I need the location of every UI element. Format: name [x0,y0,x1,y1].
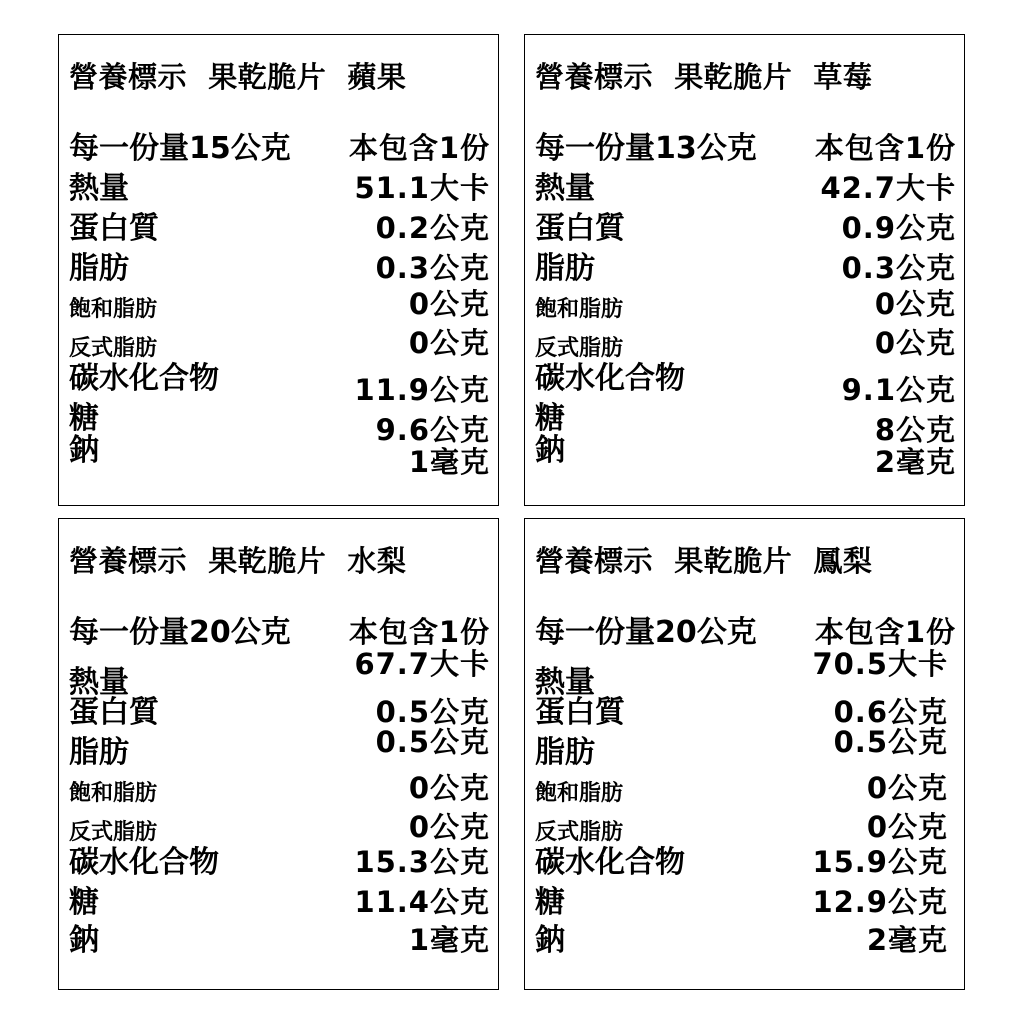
nutrient-value: 2毫克 [866,923,948,957]
nutrient-label: 碳水化合物 [535,361,685,396]
nutrient-row [535,725,948,771]
nutrient-label: 碳水化合物 [69,845,219,880]
nutrient-value: 0公克 [408,810,490,844]
nutrient-label: 蛋白質 [535,211,625,246]
nutrient-value: 1毫克 [408,445,490,479]
nutrient-label: 鈉 [535,433,565,468]
nutrient-value: 11.4公克 [354,885,490,919]
nutrient-value: 8公克 [874,413,956,447]
servings-per-pack: 本包含1份 [348,615,490,649]
nutrient-value: 9.6公克 [375,413,490,447]
servings-per-pack: 本包含1份 [348,131,490,165]
nutrient-label: 蛋白質 [69,211,159,246]
nutrient-row [535,207,956,247]
nutrient-value: 12.9公克 [812,885,948,919]
nutrient-row [535,881,948,921]
nutrient-row [535,283,956,323]
nutrient-label: 熱量 [535,665,595,700]
nutrient-row [535,841,948,881]
nutrition-label-pineapple [524,518,965,990]
serving-size: 每一份量20公克 [535,615,757,650]
nutrient-label: 脂肪 [69,735,129,770]
nutrient-label: 脂肪 [69,251,129,286]
nutrient-label: 鈉 [69,433,99,468]
serving-size: 每一份量15公克 [69,131,291,166]
nutrient-value: 0公克 [874,326,956,360]
nutrient-value: 2毫克 [874,445,956,479]
nutrient-label: 熱量 [69,171,129,206]
nutrient-row [535,357,956,407]
nutrient-row [69,725,490,771]
nutrient-value: 0.3公克 [375,251,490,285]
nutrient-row [69,841,490,881]
nutrient-label: 糖 [69,401,99,436]
nutrient-value: 67.7大卡 [354,647,490,681]
nutrient-label: 飽和脂肪 [535,781,624,806]
nutrient-label: 飽和脂肪 [535,297,624,322]
nutrient-row [535,647,948,700]
nutrient-value: 0.5公克 [375,695,490,729]
serving-size: 每一份量20公克 [69,615,291,650]
nutrient-label: 糖 [69,885,99,920]
nutrient-value: 0.5公克 [833,725,948,759]
nutrient-value: 0.6公克 [833,695,948,729]
nutrient-value: 51.1大卡 [354,171,490,205]
nutrient-row [535,429,956,479]
nutrient-row [535,247,956,287]
nutrient-value: 15.9公克 [812,845,948,879]
nutrient-label: 反式脂肪 [69,336,158,361]
nutrient-value: 9.1公克 [841,373,956,407]
nutrient-value: 0公克 [408,771,490,805]
nutrition-label-apple [58,34,499,506]
nutrient-label: 反式脂肪 [535,820,624,845]
nutrient-value: 0公克 [408,326,490,360]
nutrient-row [69,357,490,407]
nutrient-label: 脂肪 [535,251,595,286]
nutrient-label: 熱量 [69,665,129,700]
nutrient-row [69,919,490,959]
label-title: 營養標示 果乾脆片 鳳梨 [535,544,873,578]
serving-size: 每一份量13公克 [535,131,757,166]
nutrient-label: 脂肪 [535,735,595,770]
nutrient-value: 0.5公克 [375,725,490,759]
nutrient-value: 1毫克 [408,923,490,957]
nutrient-row [535,919,948,959]
label-title: 營養標示 果乾脆片 水梨 [69,544,407,578]
nutrient-value: 42.7大卡 [820,171,956,205]
nutrient-value: 0公克 [866,771,948,805]
servings-per-pack: 本包含1份 [814,131,956,165]
nutrient-value: 15.3公克 [354,845,490,879]
nutrient-value: 0.3公克 [841,251,956,285]
nutrient-row [535,767,948,807]
nutrient-value: 70.5大卡 [812,647,948,681]
nutrient-label: 碳水化合物 [535,845,685,880]
nutrient-value: 0公克 [874,287,956,321]
nutrient-label: 反式脂肪 [69,820,158,845]
nutrient-row [69,647,490,700]
nutrient-label: 蛋白質 [69,695,159,730]
nutrient-row [69,167,490,207]
serving-row [69,127,490,167]
nutrient-value: 0.9公克 [841,211,956,245]
nutrient-label: 糖 [535,401,565,436]
nutrient-label: 飽和脂肪 [69,297,158,322]
nutrition-label-strawberry [524,34,965,506]
nutrient-label: 蛋白質 [535,695,625,730]
nutrient-row [69,881,490,921]
nutrient-row [69,429,490,479]
label-title: 營養標示 果乾脆片 蘋果 [69,60,407,94]
nutrient-row [69,767,490,807]
nutrient-row [69,247,490,287]
servings-per-pack: 本包含1份 [814,615,956,649]
label-title: 營養標示 果乾脆片 草莓 [535,60,873,94]
nutrition-label-pear [58,518,499,990]
nutrient-label: 鈉 [69,923,99,958]
nutrient-row [69,283,490,323]
nutrient-label: 糖 [535,885,565,920]
nutrient-row [535,167,956,207]
nutrient-value: 0.2公克 [375,211,490,245]
nutrient-value: 0公克 [408,287,490,321]
nutrient-label: 熱量 [535,171,595,206]
nutrient-value: 0公克 [866,810,948,844]
nutrient-row [69,207,490,247]
nutrient-label: 飽和脂肪 [69,781,158,806]
serving-row [535,127,956,167]
nutrient-label: 碳水化合物 [69,361,219,396]
nutrient-label: 反式脂肪 [535,336,624,361]
nutrient-label: 鈉 [535,923,565,958]
nutrient-value: 11.9公克 [354,373,490,407]
